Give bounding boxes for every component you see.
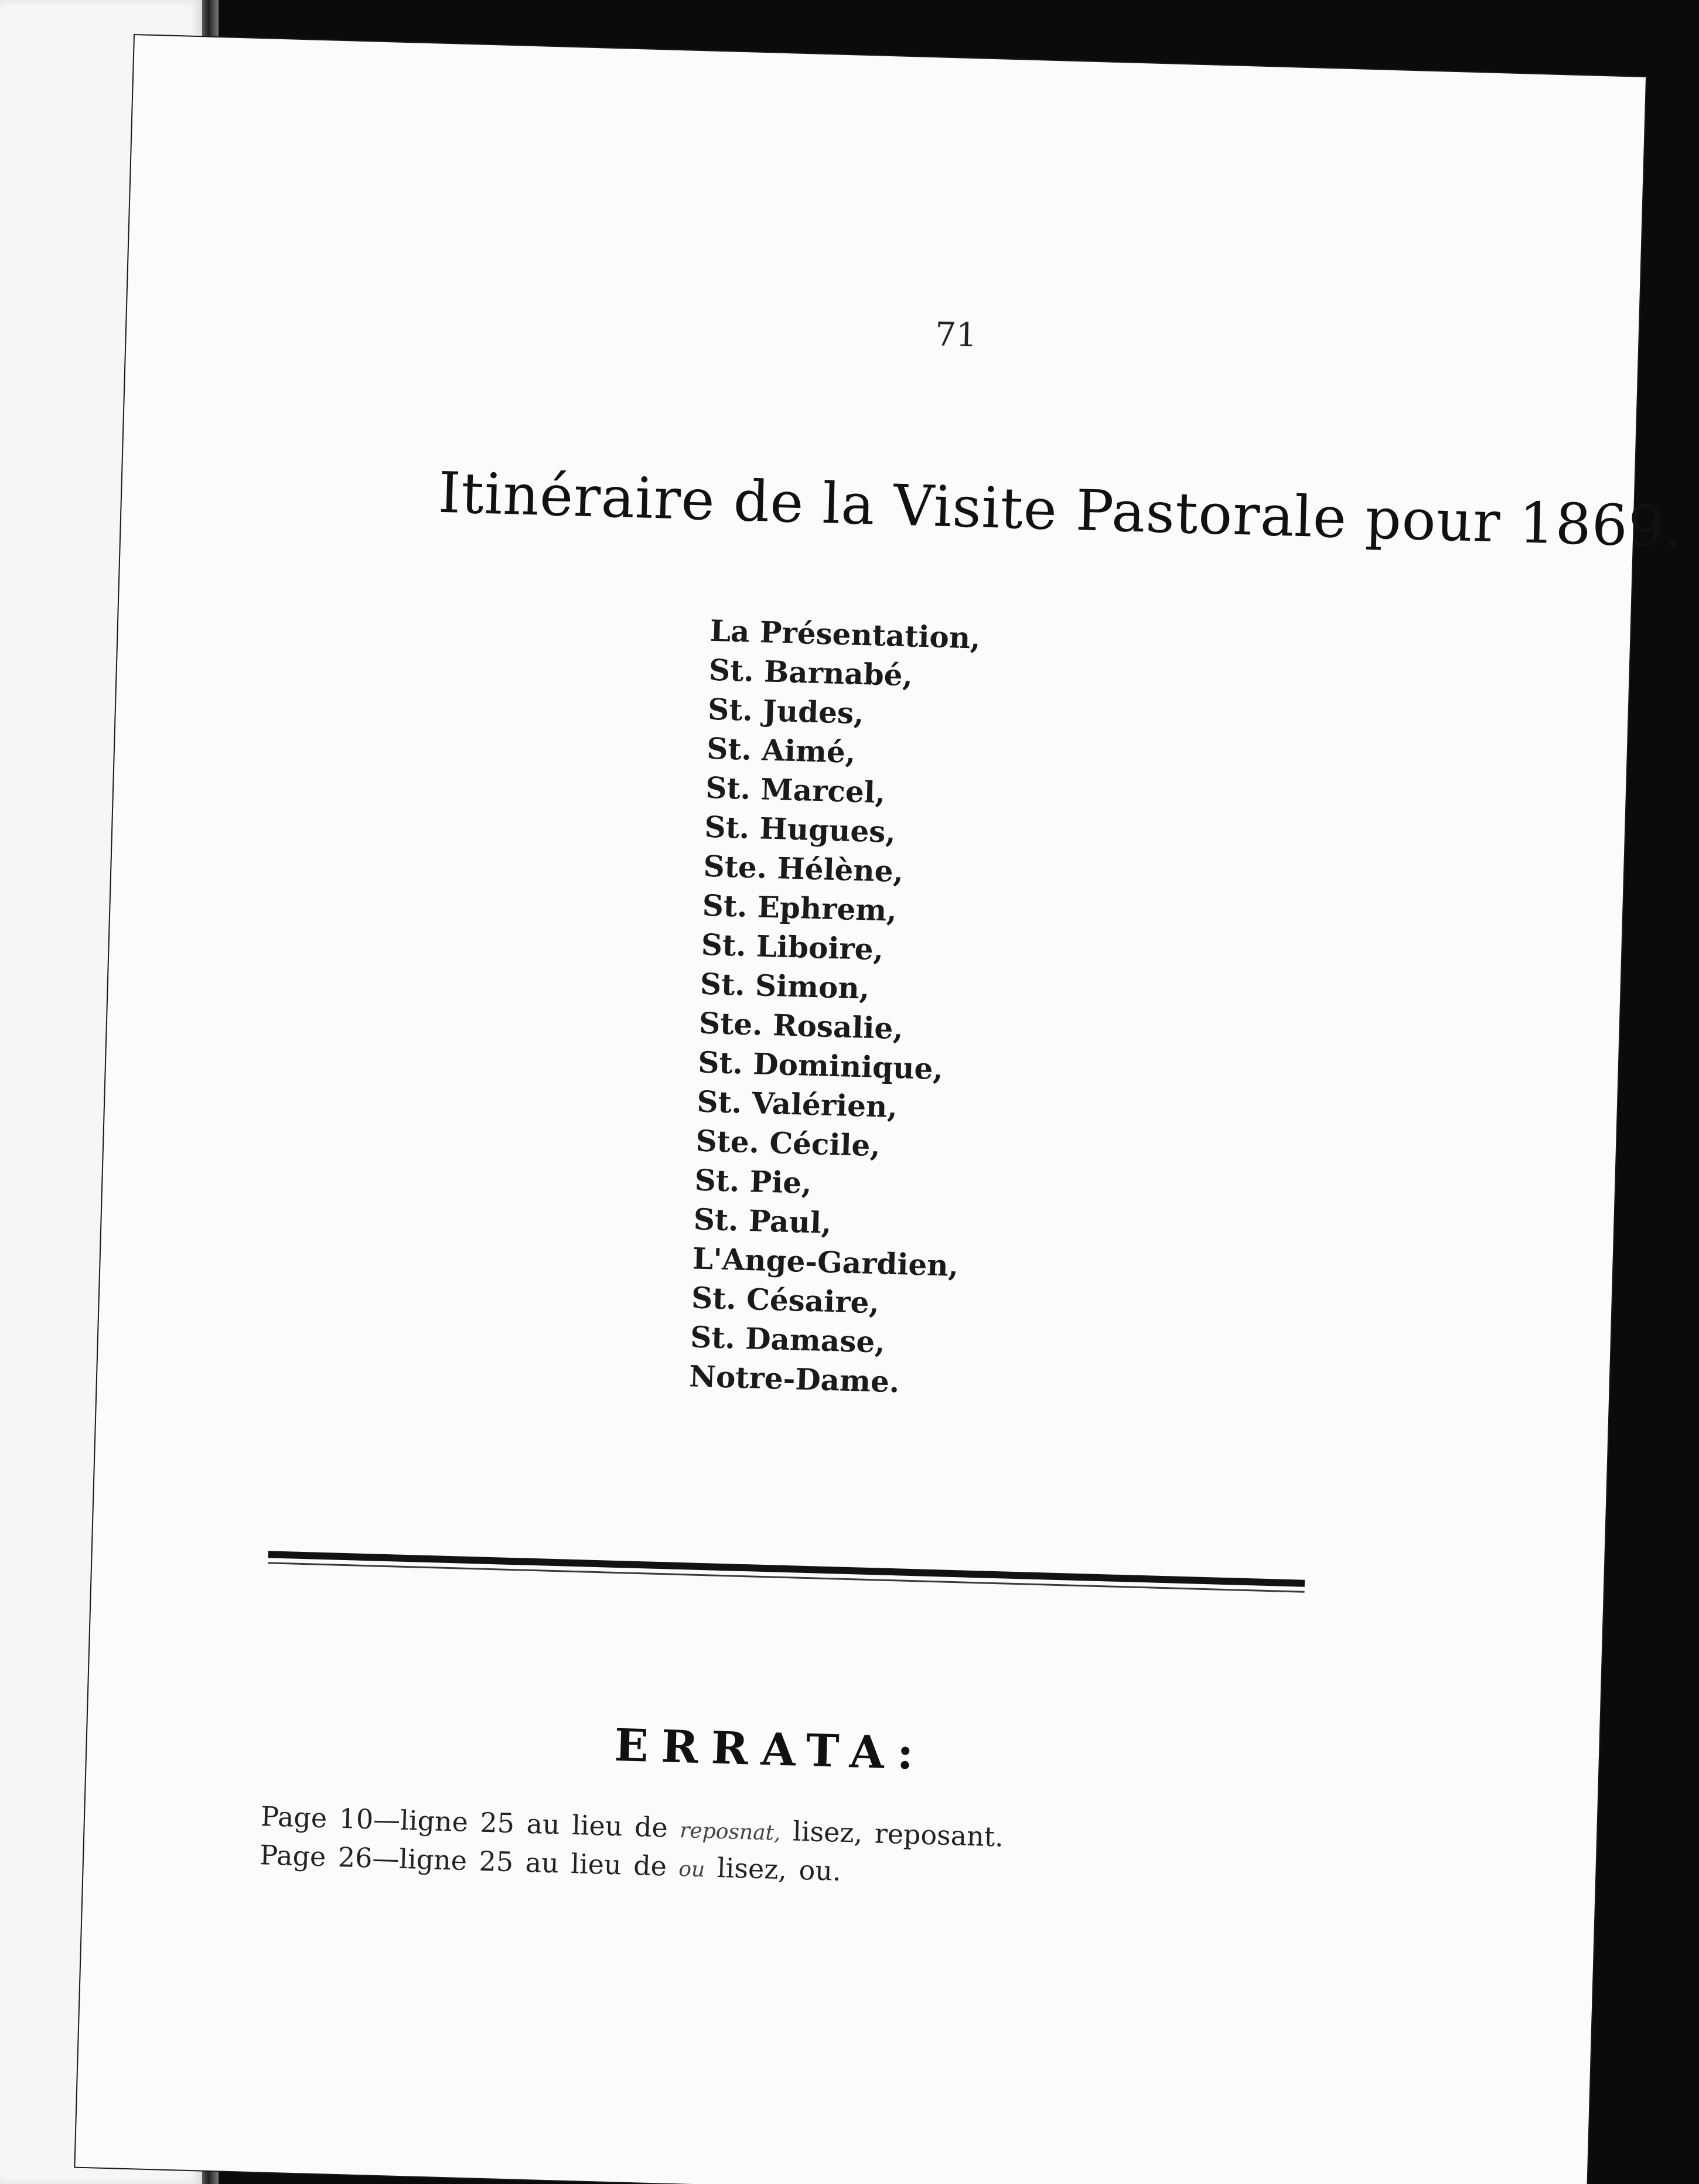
parish-list [689,611,981,1403]
errata-location: Page 10—ligne 25 au lieu de [260,1800,668,1844]
list-item: St. Paul, [693,1202,833,1240]
list-item: St. Hugues, [704,809,896,849]
list-item: St. Pie, [694,1162,813,1201]
errata-heading: ERRATA: [613,1719,927,1780]
list-item: St. Simon, [700,966,871,1006]
list-item: L'Ange-Gardien, [692,1241,959,1284]
list-item: St. Liboire, [701,927,884,967]
divider-thick-line [268,1551,1305,1586]
document-page [75,35,1684,2184]
section-divider [268,1551,1305,1592]
list-item: La Présentation, [709,613,981,656]
list-item: Ste. Rosalie, [698,1005,904,1046]
errata-correction: lisez, reposant. [792,1815,1004,1853]
page-title: Itinéraire de la Visite Pastorale pour 1869. [437,459,1684,561]
list-item: St. Aimé, [706,731,857,770]
list-item: St. Judes, [707,691,865,731]
errata-list [259,1797,1345,1905]
list-item: Notre-Dame. [688,1359,900,1400]
list-item: St. Ephrem, [702,888,898,928]
list-item: St. Dominique, [697,1045,944,1087]
list-item: Ste. Hélène, [702,848,904,889]
errata-correction: lisez, ou. [717,1851,842,1887]
list-item: Ste. Cécile, [695,1123,881,1163]
list-item: St. Valérien, [696,1084,898,1125]
errata-location: Page 26—ligne 25 au lieu de [259,1839,667,1882]
errata-wrong-word: reposnat, [679,1818,782,1845]
list-item: St. Césaire, [691,1280,880,1320]
list-item: St. Marcel, [705,770,886,810]
errata-wrong-word: ou [678,1857,705,1882]
list-item: St. Barnabé, [708,652,913,693]
list-item: St. Damase, [690,1319,886,1360]
page-number: 71 [934,315,978,355]
